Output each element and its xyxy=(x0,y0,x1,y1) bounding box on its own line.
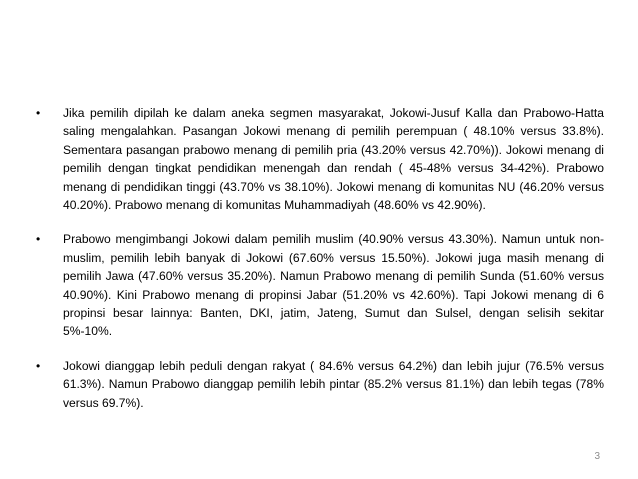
page-number: 3 xyxy=(594,451,600,462)
bullet-marker: • xyxy=(36,232,41,247)
bullet-item xyxy=(34,230,604,340)
bullet-item xyxy=(34,357,604,412)
bullet-text: Prabowo mengimbangi Jokowi dalam pemilih muslim (40.90% versus 43.30%). Namun untuk non-muslim, pemilih lebih banyak di Jokowi (67.60% versus 15.50%). Jokowi juga masih menang di pemilih Jawa (47.60% versus 35.20%). Namun Prabowo menang di pemilih Sunda (51.60% versus 40.90%). Kini Prabowo menang di propinsi Jabar (51.20% vs 42.60%). Tapi Jokowi menang di 6 propinsi besar lainnya: Banten, DKI, jatim, Jateng, Sumut dan Sulsel, dengan selisih sekitar 5%-10%. xyxy=(63,232,604,339)
bullet-text: Jika pemilih dipilah ke dalam aneka segmen masyarakat, Jokowi-Jusuf Kalla dan Prabowo-Hatta saling mengalahkan. Pasangan Jokowi menang di pemilih perempuan ( 48.10% versus 33.8%). Sementara pasangan prabowo menang di pemilih pria (43.20% versus 42.70%)). Jokowi menang di pemilih dengan tingkat pendidikan menengah dan rendah ( 45-48% versus 34-42%). Prabowo menang di pendidikan tinggi (43.70% vs 38.10%). Jokowi menang di komunitas NU (46.20% versus 40.20%). Prabowo menang di komunitas Muhammadiyah (48.60% vs 42.90%). xyxy=(63,106,604,213)
bullet-text: Jokowi dianggap lebih peduli dengan rakyat ( 84.6% versus 64.2%) dan lebih jujur (76.5% versus 61.3%). Namun Prabowo dianggap pemilih lebih pintar (85.2% versus 81.1%) dan lebih tegas (78% versus 69.7%). xyxy=(63,358,604,410)
bullet-item xyxy=(34,104,604,214)
bullet-marker: • xyxy=(36,106,41,120)
bullet-marker: • xyxy=(36,358,41,373)
bullet-list xyxy=(34,104,604,428)
